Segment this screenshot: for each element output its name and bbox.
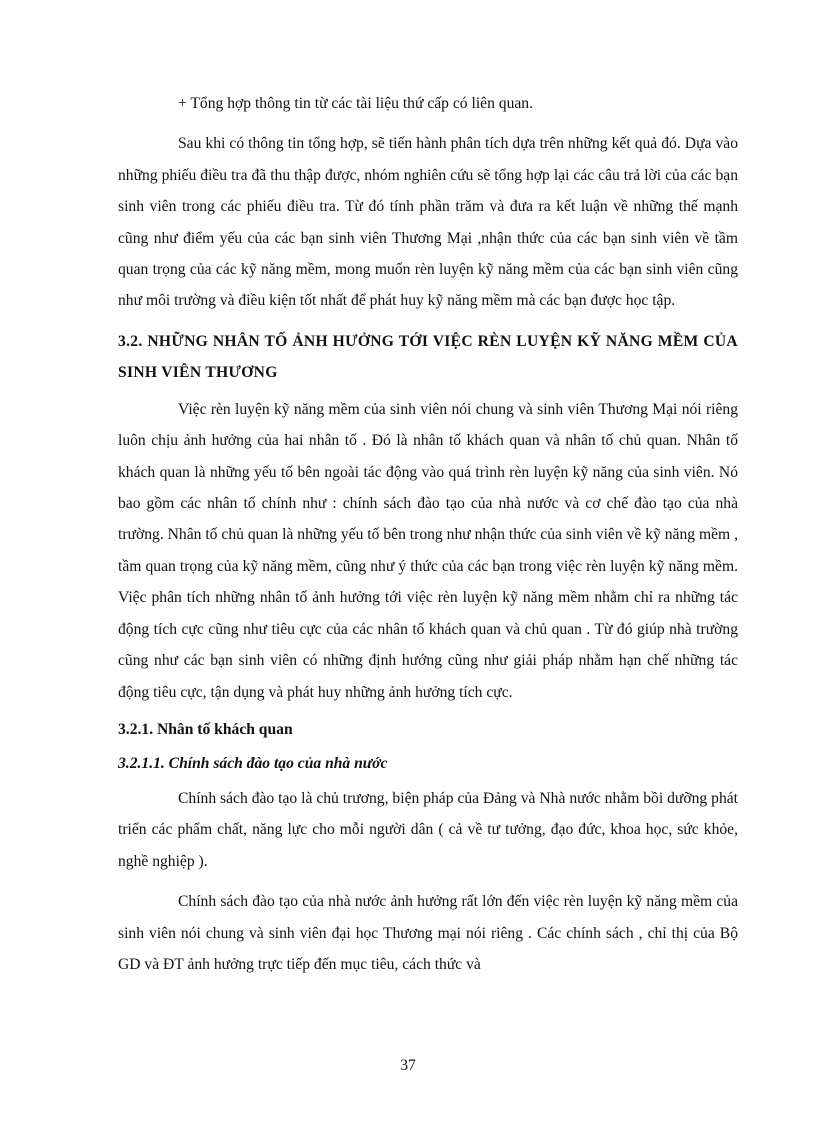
paragraph-policy-effect: Chính sách đào tạo của nhà nước ảnh hưởng rất lớn đến việc rèn luyện kỹ năng mềm của sinh viên nói chung và sinh viên đại học Thương mại nói riêng . Các chính sách , chỉ thị của Bộ GD và ĐT ảnh hưởng trực tiếp đến mục tiêu, cách thức và [118,893,738,973]
page-content [118,88,738,980]
subsection-heading-3-2-1: 3.2.1. Nhân tố khách quan [118,720,293,738]
subsubsection-heading-3-2-1-1: 3.2.1.1. Chính sách đào tạo của nhà nước [118,754,388,772]
paragraph-policy-definition: Chính sách đào tạo là chủ trương, biện pháp của Đảng và Nhà nước nhằm bồi dưỡng phát triển các phẩm chất, năng lực cho mỗi người dân ( cả về tư tưởng, đạo đức, khoa học, sức khỏe, nghề nghiệp ). [118,789,738,870]
page-number: 37 [400,1057,416,1074]
paragraph-analysis: Sau khi có thông tin tổng hợp, sẽ tiến hành phân tích dựa trên những kết quả đó. Dựa vào những phiếu điều tra đã thu thập được, nhóm nghiên cứu sẽ tổng hợp lại các câu trả lời của các bạn sinh viên trong các phiếu điều tra. Từ đó tính phần trăm và đưa ra kết luận về những thế mạnh cũng như điểm yếu của các bạn sinh viên Thương Mại ,nhận thức của các bạn sinh viên về tầm quan trọng của các kỹ năng mềm, mong muốn rèn luyện kỹ năng mềm của các bạn sinh viên cũng như môi trường và điều kiện tốt nhất để phát huy kỹ năng mềm mà các bạn được học tập. [118,135,738,310]
paragraph-factors: Việc rèn luyện kỹ năng mềm của sinh viên nói chung và sinh viên Thương Mại nói riêng luôn chịu ảnh hưởng của hai nhân tố . Đó là nhân tố khách quan và nhân tố chủ quan. Nhân tố khách quan là những yếu tố bên ngoài tác động vào quá trình rèn luyện kỹ năng của sinh viên. Nó bao gồm các nhân tố chính như : chính sách đào tạo của nhà nước và cơ chế đào tạo của nhà trường. Nhân tố chủ quan là những yếu tố bên trong như nhận thức của sinh viên về kỹ năng mềm , tầm quan trọng của kỹ năng mềm, cũng như ý thức của các bạn trong việc rèn luyện kỹ năng mềm. Việc phân tích những nhân tố ảnh hưởng tới việc rèn luyện kỹ năng mềm nhằm chỉ ra những tác động tích cực cũng như tiêu cực của các nhân tố khách quan và chủ quan . Từ đó giúp nhà trường cũng như các bạn sinh viên có những định hướng cũng như giải pháp nhằm hạn chế những tác động tiêu cực, tận dụng và phát huy những ảnh hưởng tích cực. [118,400,738,701]
bullet-line: + Tổng hợp thông tin từ các tài liệu thứ cấp có liên quan. [178,95,533,112]
section-heading-3-2: 3.2. NHỮNG NHÂN TỐ ẢNH HƯỞNG TỚI VIỆC RÈN LUYỆN KỸ NĂNG MỀM CỦA SINH VIÊN THƯƠNG [118,332,738,381]
